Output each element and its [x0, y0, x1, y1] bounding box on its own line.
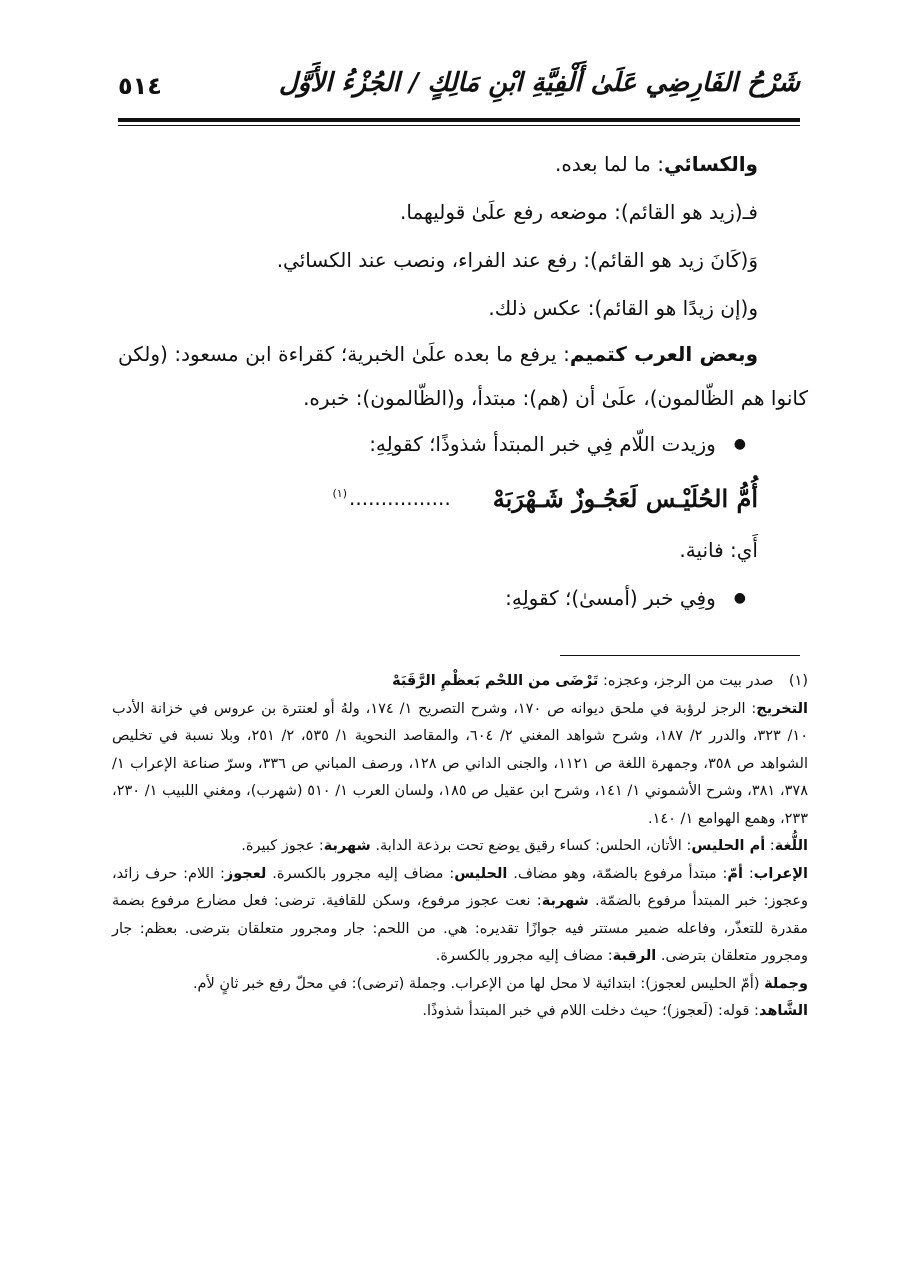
lugha-label: اللُّغة — [774, 838, 808, 854]
indent-spacer — [758, 342, 808, 366]
irab-term: الحليس — [454, 865, 508, 882]
bold-term: وبعض العرب كتميم — [569, 342, 758, 366]
running-title: شَرْحُ الفَارِضِي عَلَىٰ أَلْفِيَّةِ ابْنِ مَالِكٍ / الجُزْءُ الأَوَّل — [278, 68, 800, 98]
irab-text: : نعت عجوز مرفوع، وسكن للقافية. ترضى: فعل مضارع مرفوع بضمة مقدرة للتعذّر، وفاعله ضمير مستتر فيه جوازًا تقديره: هي. من اللحم: جار ومجرور متعلقان بترضى. بعظم: جار ومجرور متعلقان بترضى. — [112, 893, 808, 964]
lugha-term: أم الحليس — [691, 838, 766, 854]
verse-text: أُمُّ الحُلَيْـس لَعَجُـوزٌ شَـهْرَبَهْ — [492, 483, 758, 513]
footnotes — [112, 668, 808, 1026]
bullet-item-lam — [118, 420, 808, 468]
footnote-lugha: اللُّغة: أم الحليس: الأتان، الحلس: كساء رقيق يوضع تحت برذعة الدابة. شهربة: عجوز كبيرة. — [241, 838, 808, 854]
footnote-takhrij — [112, 696, 808, 834]
irab-label: الإعراب — [753, 865, 809, 882]
footnote-reference[interactable]: (١) — [332, 487, 347, 501]
verse-dots — [332, 486, 450, 510]
takhrij-label: التخريج — [756, 700, 808, 717]
irab-text: : مضاف إليه مجرور بالكسرة. — [272, 865, 455, 882]
footnote-hemistich: تَرْضَى من اللحْم بَعظْمِ الرَّقَبَهْ — [392, 673, 599, 689]
irab-text: : اللام: حرف زائد، وعجوز: خبر المبتدأ مرفوع بالضمّة. — [112, 865, 808, 909]
paragraph-example-3: و(إن زيدًا هو القائم): عكس ذلك. — [488, 296, 758, 320]
page-number: ٥١٤ — [118, 72, 162, 100]
page-header — [118, 62, 800, 120]
footnote-1 — [112, 668, 808, 696]
bold-term: والكسائي — [663, 152, 758, 176]
shahid-text: : قوله: (لَعجوز)؛ حيث دخلت اللام في خبر المبتدأ شذوذًا. — [422, 1003, 759, 1019]
bullet-text: وفِي خبر (أمسىٰ)؛ كقولِهِ: — [505, 586, 716, 610]
text-run: : يرفع ما بعده علَىٰ الخبرية؛ كقراءة ابن مسعود: (ولكن كانوا هم الظّالمون)، علَىٰ أن (هم): مبتدأ، و(الظّالمون): خبره. — [118, 342, 808, 410]
paragraph-meaning: أَي: فانية. — [679, 538, 758, 562]
jumla-text: (أمّ الحليس لعجوز): ابتدائية لا محل لها من الإعراب. وجملة (ترضى): في محلّ رفع خبر ثانٍ لأم. — [192, 975, 765, 992]
footnote-irab: الإعراب: أمّ: مبتدأ مرفوع بالضمّة، وهو مضاف. الحليس: مضاف إليه مجرور بالكسرة. لعجوز: اللام: حرف زائد، وعجوز: خبر المبتدأ مرفوع بالضمّة. شهربة: نعت عجوز مرفوع، وسكن للقافية. ترضى: فعل مضارع مرفوع بضمة مقدرة للتعذّر، وفاعله ضمير مستتر فيه جوازًا تقديره: هي. من اللحم: جار ومجرور متعلقان بترضى. بعظم: جار ومجرور متعلقان بترضى. الرقبة: مضاف إليه مجرور بالكسرة. — [112, 865, 809, 964]
lugha-text: : الأتان، الحلس: كساء رقيق يوضع تحت برذعة الدابة. — [375, 838, 692, 854]
footnote-number: (١) — [788, 673, 808, 689]
bullet-item-amsa — [118, 574, 808, 622]
paragraph-example-1: فـ(زيد هو القائم): موضعه رفع علَىٰ قوليهما. — [400, 200, 758, 224]
paragraph-tamim — [118, 332, 808, 420]
bullet-text: وزيدت اللّام فِي خبر المبتدأ شذوذًا؛ كقولِهِ: — [369, 432, 716, 456]
bullet-icon: ● — [733, 436, 746, 452]
footnote-shahid — [112, 998, 808, 1026]
irab-text: : مضاف إليه مجرور بالكسرة. — [435, 948, 613, 964]
footnote-jumla — [112, 971, 808, 999]
footnote-separator — [560, 655, 800, 656]
paragraph-kisai — [118, 140, 808, 188]
dots-text: ................ — [349, 486, 451, 510]
takhrij-text: : الرجز لرؤبة في ملحق ديوانه ص ١٧٠، وشرح التصريح ١/ ١٧٤، ولهُ أو لعنترة بن عروس في خزانة الأدب ١٠/ ٣٢٣، والدرر ٢/ ١٨٧، وشرح شواهد المغني ٢/ ٦٠٤، والمقاصد النحوية ١/ ٥٣٥، ٢/ ٢٥١، وبلا نسبة في تخليص الشواهد ص ٣٥٨، وجمهرة اللغة ص ١١٢١، والجنى الداني ص ١٢٨، ورصف المباني ص ٣٣٦، وسرّ صناعة الإعراب ١/ ٣٧٨، ٣٨١، وشرح الأشموني ١/ ١٤١، وشرح ابن عقيل ص ١٨٥، ولسان العرب ١/ ٥١٠ (شهرب)، ومغني اللبيب ١/ ٢٣٠، ٢٣٣، وهمع الهوامع ١/ ١٤٠. — [112, 700, 808, 827]
lugha-term: شهربة — [323, 838, 371, 854]
irab-text: : مبتدأ مرفوع بالضمّة، وهو مضاف. — [513, 865, 728, 882]
main-text — [118, 140, 808, 622]
paragraph-example-2: وَ(كَانَ زيد هو القائم): رفع عند الفراء، ونصب عند الكسائي. — [276, 248, 758, 272]
header-rule-thin — [118, 125, 800, 126]
poetry-verse — [118, 470, 808, 526]
header-rule-thick — [118, 118, 800, 122]
text-run: : ما لما بعده. — [555, 152, 664, 176]
jumla-label: وجملة — [764, 975, 808, 992]
shahid-label: الشَّاهد — [758, 1003, 808, 1019]
bullet-icon: ● — [733, 590, 746, 606]
lugha-text: : عجوز كبيرة. — [241, 838, 324, 854]
irab-term: لعجوز — [224, 865, 267, 882]
irab-term: أمّ — [727, 865, 744, 882]
irab-term: شهربة — [541, 893, 589, 909]
irab-term: الرقبة — [612, 948, 657, 964]
footnote-text: صدر بيت من الرجز، وعجزه: — [602, 673, 774, 689]
